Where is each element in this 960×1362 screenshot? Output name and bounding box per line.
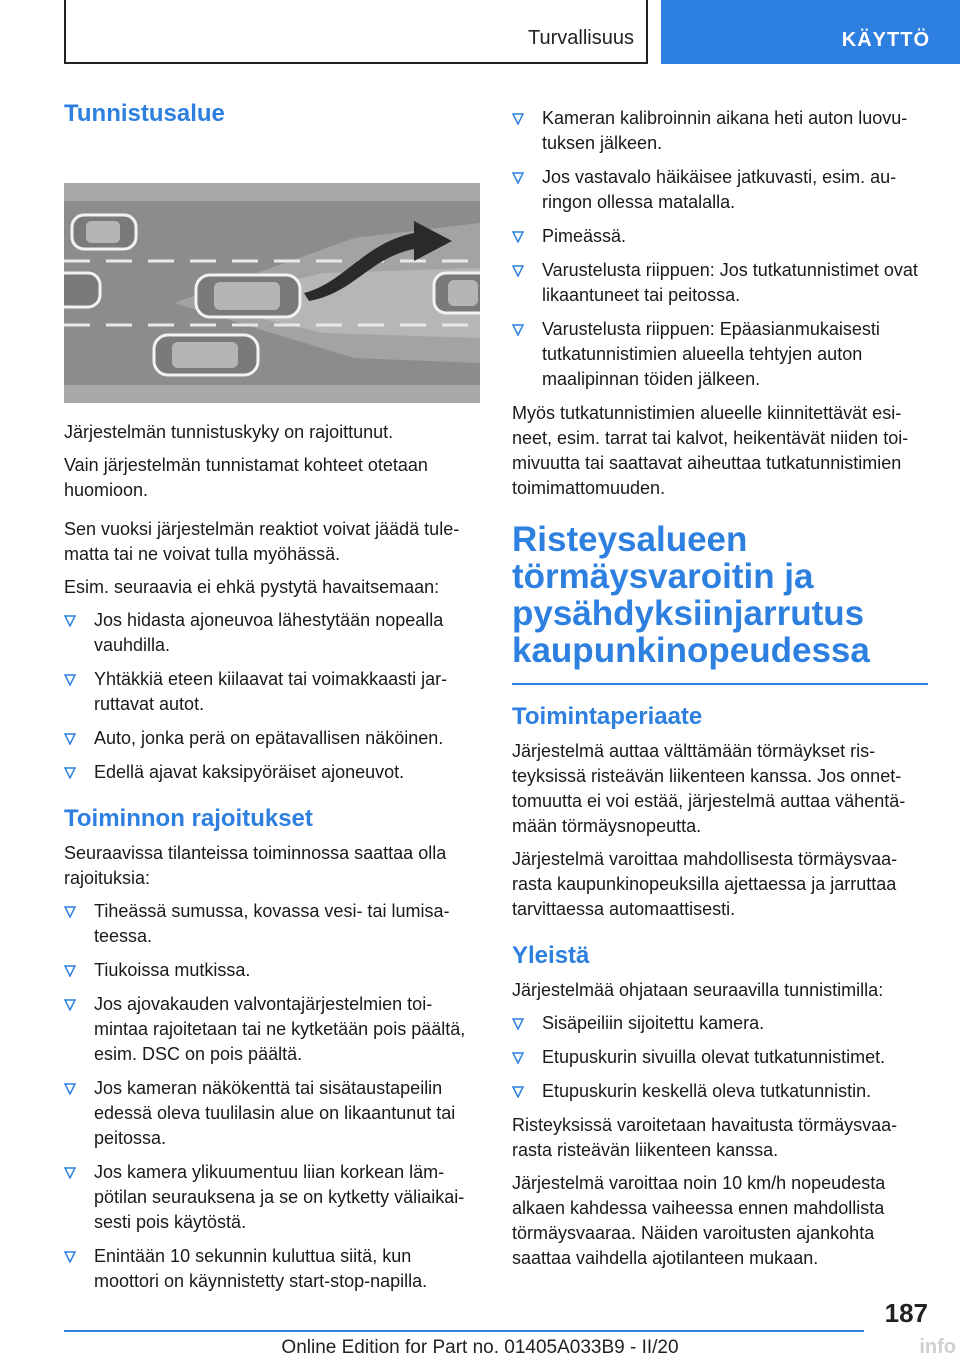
bullet-triangle-icon — [64, 906, 76, 918]
list-item-text: Kameran kalibroinnin aikana heti auton luovutuksen jälkeen. — [542, 108, 908, 153]
bullet-triangle-icon — [512, 1086, 524, 1098]
heading-operating-principle: Toimintaperiaate — [512, 703, 703, 730]
watermark: info — [919, 1336, 956, 1358]
bullet-list — [512, 1011, 928, 1104]
bullet-triangle-icon — [64, 965, 76, 977]
paragraph: Myös tutkatunnistimien alueelle kiinnitettävät esineet, esim. tarrat tai kalvot, heikentävät niiden toimivuutta tai saattavat aiheuttaa tutkatunnistimien toimimattomuuden. — [512, 403, 909, 498]
list-item — [512, 1011, 928, 1036]
left-column — [64, 98, 480, 1303]
list-item-text: Yhtäkkiä eteen kiilaavat tai voimakkaasti jarruttavat autot. — [94, 669, 448, 714]
list-item-text: Varustelusta riippuen: Jos tutkatunnistimet ovat likaantuneet tai peitossa. — [542, 260, 918, 305]
detection-area-illustration — [64, 183, 480, 403]
paragraph: Järjestelmä varoittaa noin 10 km/h nopeudesta alkaen kahdessa vaiheessa ennen mahdollista törmäysvaaraa. Näiden varoitusten ajankohta saattaa vaihdella ajotilanteen mukaan. — [512, 1173, 886, 1268]
list-item-text: Auto, jonka perä on epätavallisen näköinen. — [94, 728, 444, 748]
list-item — [64, 667, 480, 717]
heading-detection-area: Tunnistusalue — [64, 100, 225, 127]
list-item — [512, 1045, 928, 1070]
header-box — [64, 0, 648, 64]
list-item-text: Enintään 10 sekunnin kuluttua siitä, kun moottori on käynnistetty start-stop-napilla. — [94, 1246, 428, 1291]
list-item — [64, 608, 480, 658]
list-item-text: Jos ajovakauden valvontajärjestelmien toimintaa rajoitetaan tai ne kytketään pois päältä, esim. DSC on pois päältä. — [94, 994, 466, 1064]
list-item-text: Etupuskurin keskellä oleva tutkatunnistin. — [542, 1081, 872, 1101]
bullet-triangle-icon — [512, 265, 524, 277]
paragraph: Järjestelmää ohjataan seuraavilla tunnistimilla: — [512, 980, 884, 1000]
list-item — [64, 760, 480, 785]
list-item-text: Sisäpeiliin sijoitettu kamera. — [542, 1013, 765, 1033]
bullet-triangle-icon — [512, 1052, 524, 1064]
bullet-triangle-icon — [64, 767, 76, 779]
list-item-text: Pimeässä. — [542, 226, 627, 246]
list-item — [512, 165, 928, 215]
list-item — [512, 317, 928, 392]
list-item-text: Etupuskurin sivuilla olevat tutkatunnistimet. — [542, 1047, 886, 1067]
bullet-list — [512, 106, 928, 392]
list-item-text: Tiukoissa mutkissa. — [94, 960, 251, 980]
edition-note: Online Edition for Part no. 01405A033B9 - II/20 — [281, 1337, 679, 1358]
list-item-text: Jos kameran näkökenttä tai sisätaustapeilin edessä oleva tuulilasin alue on likaantunut tai peitossa. — [94, 1078, 456, 1148]
list-item-text: Jos kamera ylikuumentuu liian korkean lämpötilan seurauksena ja se on kytketty väliaikaisesti pois käytöstä. — [94, 1162, 465, 1232]
list-item — [512, 1079, 928, 1104]
page-number: 187 — [884, 1298, 928, 1328]
list-item — [64, 899, 480, 949]
paragraph: Järjestelmä varoittaa mahdollisesta törmäysvaarasta kaupunkinopeuksilla ajettaessa ja jarruttaa tarvittaessa automaattisesti. — [512, 849, 898, 919]
list-item — [64, 726, 480, 751]
bullet-triangle-icon — [64, 999, 76, 1011]
list-item — [512, 258, 928, 308]
bullet-triangle-icon — [512, 231, 524, 243]
footer-divider — [64, 1330, 864, 1332]
paragraph: Sen vuoksi järjestelmän reaktiot voivat jäädä tulematta tai ne voivat tulla myöhässä. — [64, 519, 460, 564]
bullet-triangle-icon — [64, 1167, 76, 1179]
paragraph: Seuraavissa tilanteissa toiminnossa saattaa olla rajoituksia: — [64, 843, 447, 888]
bullet-triangle-icon — [64, 1083, 76, 1095]
bullet-triangle-icon — [512, 1018, 524, 1030]
list-item-text: Jos hidasta ajoneuvoa lähestytään nopealla vauhdilla. — [94, 610, 444, 655]
bullet-triangle-icon — [64, 733, 76, 745]
list-item-text: Tiheässä sumussa, kovassa vesi- tai lumisateessa. — [94, 901, 450, 946]
list-item-text: Edellä ajavat kaksipyöräiset ajoneuvot. — [94, 762, 405, 782]
paragraph: Esim. seuraavia ei ehkä pystytä havaitsemaan: — [64, 577, 440, 597]
heading-general: Yleistä — [512, 942, 590, 969]
chapter-tab-label: KÄYTTÖ — [841, 29, 930, 51]
bullet-triangle-icon — [64, 1251, 76, 1263]
bullet-triangle-icon — [512, 172, 524, 184]
list-item — [512, 224, 928, 249]
paragraph: Risteyksissä varoitetaan havaitusta törmäysvaarasta risteävän liikenteen kanssa. — [512, 1115, 898, 1160]
paragraph: Järjestelmän tunnistuskyky on rajoittunut. — [64, 422, 394, 442]
section-title: Turvallisuus — [528, 27, 634, 49]
list-item — [512, 106, 928, 156]
list-item — [64, 1160, 480, 1235]
section-title: Risteysalueen törmäysvaroitin ja pysähdyksiinjarrutus kaupunkinopeudessa — [512, 520, 870, 670]
list-item — [64, 1076, 480, 1151]
heading-limitations: Toiminnon rajoitukset — [64, 805, 313, 832]
bullet-triangle-icon — [64, 615, 76, 627]
list-item — [64, 992, 480, 1067]
list-item — [64, 958, 480, 983]
bullet-list — [64, 608, 480, 785]
paragraph: Järjestelmä auttaa välttämään törmäykset risteyksissä risteävän liikenteen kanssa. Jos onnettomuutta ei voi estää, järjestelmä auttaa vähentämään törmäysnopeutta. — [512, 741, 906, 836]
bullet-triangle-icon — [512, 113, 524, 125]
list-item — [64, 1244, 480, 1294]
chapter-tab[interactable] — [661, 0, 960, 64]
list-item-text: Jos vastavalo häikäisee jatkuvasti, esim. auringon ollessa matalalla. — [542, 167, 897, 212]
section-divider — [512, 683, 928, 685]
list-item-text: Varustelusta riippuen: Epäasianmukaisesti tutkatunnistimien alueella tehtyjen auton maalipinnan töiden jälkeen. — [542, 319, 880, 389]
right-column — [512, 106, 928, 1279]
bullet-triangle-icon — [64, 674, 76, 686]
paragraph: Vain järjestelmän tunnistamat kohteet otetaan huomioon. — [64, 455, 428, 500]
bullet-triangle-icon — [512, 324, 524, 336]
bullet-list — [64, 899, 480, 1294]
